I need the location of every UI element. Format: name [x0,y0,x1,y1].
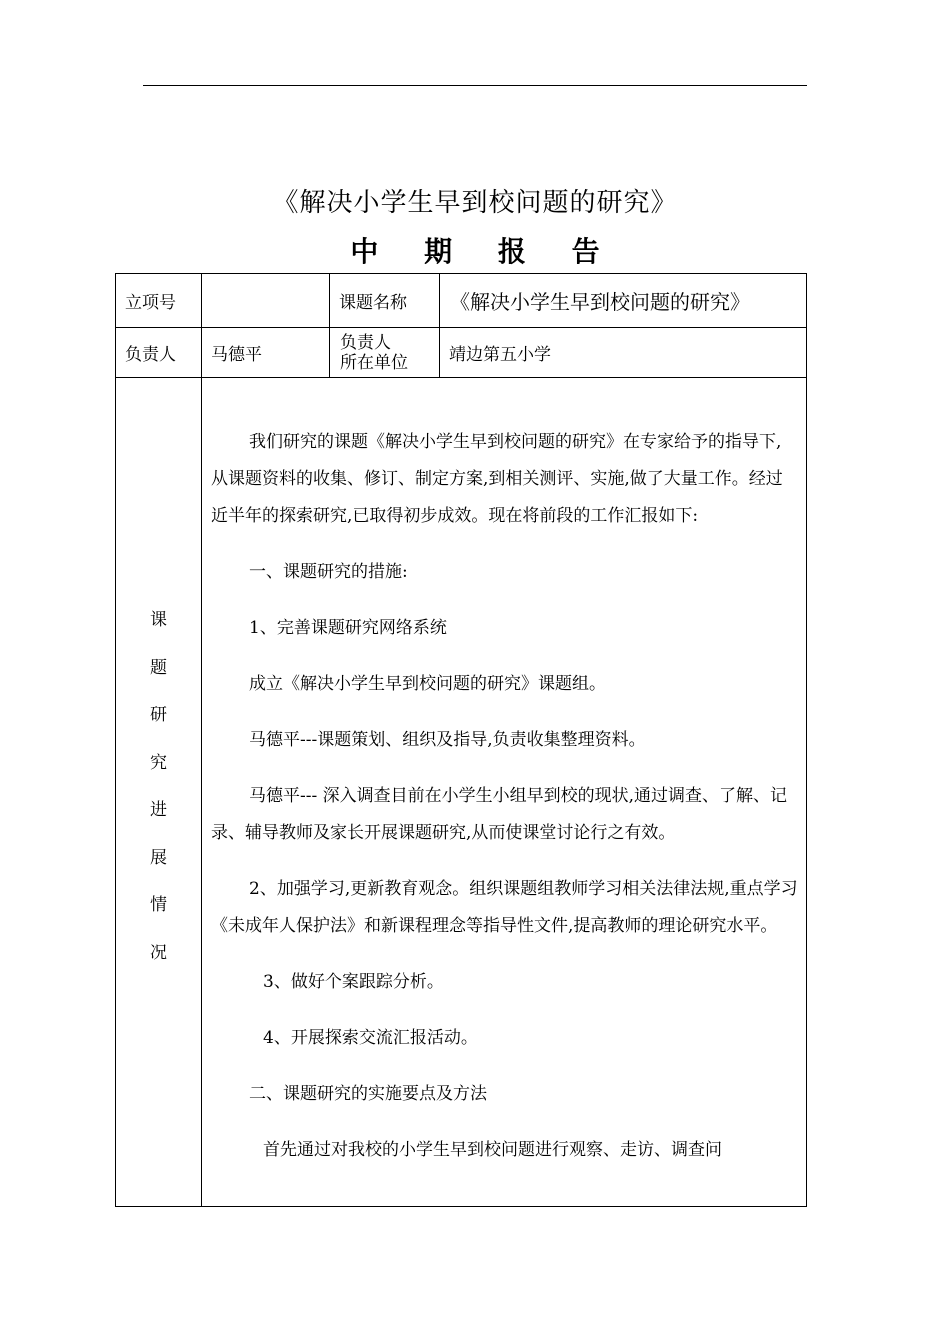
topic-label: 课题名称 [330,274,440,328]
unit-label-line1: 负责人 [340,332,391,353]
project-no-value [202,274,330,328]
progress-label-char: 进 [150,800,167,820]
paragraph-group-setup: 成立《解决小学生早到校问题的研究》课题组。 [249,673,606,694]
subsection-exchange: 4、开展探索交流汇报活动。 [263,1027,478,1048]
paragraph-role-2: 马德平--- 深入调查目前在小学生小组早到校的现状,通过调查、了解、记录、辅导教师及家长开展课题研究,从而使课堂讨论行之有效。 [211,785,788,843]
progress-label-char: 题 [150,657,167,678]
progress-label-char: 研 [150,705,167,725]
unit-label [330,328,440,378]
report-form-table [115,273,807,1207]
progress-content [202,378,807,1207]
form-row-project [116,274,807,328]
leader-value: 马德平 [202,328,330,378]
subsection-network: 1、完善课题研究网络系统 [249,617,447,638]
progress-label-char: 情 [150,895,167,915]
unit-value: 靖边第五小学 [440,328,807,378]
leader-label: 负责人 [116,328,202,378]
document-subtitle: 中 期 报 告 [350,235,618,268]
paragraph-intro: 我们研究的课题《解决小学生早到校问题的研究》在专家给予的指导下,从课题资料的收集、修订、制定方案,到相关测评、实施,做了大量工作。经过近半年的探索研究,已取得初步成效。现在将前段的工作汇报如下: [211,431,783,526]
progress-label-char: 课 [150,610,167,630]
topic-value: 《解决小学生早到校问题的研究》 [440,274,807,328]
paragraph-methods-start: 首先通过对我校的小学生早到校问题进行观察、走访、调查问 [263,1139,722,1160]
subsection-case-tracking: 3、做好个案跟踪分析。 [263,971,444,992]
document-title: 《解决小学生早到校问题的研究》 [272,188,678,218]
progress-label-char: 究 [150,752,167,773]
section-heading-methods: 二、课题研究的实施要点及方法 [249,1083,487,1104]
paragraph-study: 2、加强学习,更新教育观念。组织课题组教师学习相关法律法规,重点学习《未成年人保护法》和新课程理念等指导性文件,提高教师的理论研究水平。 [211,878,798,936]
section-heading-measures: 一、课题研究的措施: [249,561,408,582]
unit-label-line2: 所在单位 [340,352,408,373]
form-row-leader [116,328,807,378]
progress-label-char: 展 [150,847,167,868]
header-rule [143,85,807,86]
project-no-label: 立项号 [116,274,202,328]
progress-label-char: 况 [150,942,167,963]
form-row-progress [116,378,807,1207]
progress-label [116,378,202,1207]
paragraph-role-1: 马德平---课题策划、组织及指导,负责收集整理资料。 [249,729,646,750]
